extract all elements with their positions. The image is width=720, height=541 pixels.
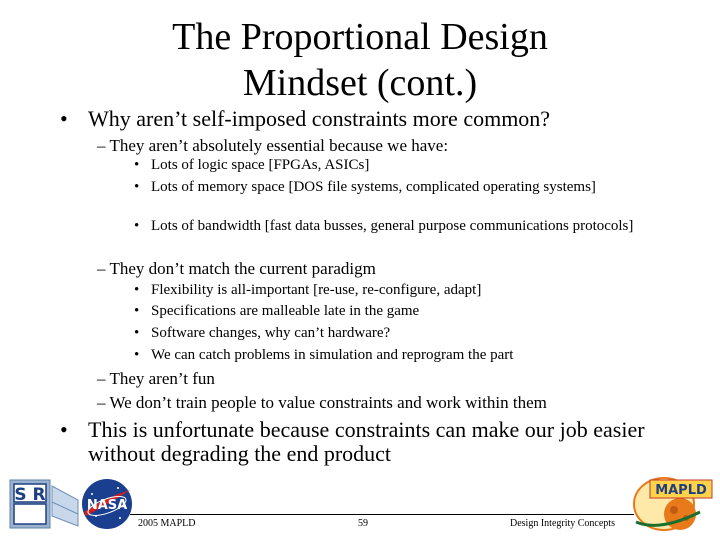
bullet-marker: • bbox=[134, 218, 140, 234]
bullet-text: Why aren’t self-imposed constraints more common? bbox=[88, 106, 551, 131]
mapld-logo bbox=[630, 474, 716, 536]
logo-letter-s: S R bbox=[14, 485, 46, 505]
list-item-text: Lots of bandwidth [fast data busses, general purpose communications protocols] bbox=[151, 218, 634, 234]
sub-bullet-text: We don’t train people to value constraints and work within them bbox=[109, 393, 547, 412]
list-item-text: We can catch problems in simulation and reprogram the part bbox=[151, 347, 514, 363]
sub-bullet-text: They aren’t absolutely essential because we have: bbox=[109, 136, 449, 155]
sub-bullet-text: They don’t match the current paradigm bbox=[109, 259, 376, 278]
list-item-text: Software changes, why can’t hardware? bbox=[151, 325, 391, 341]
sr-logo bbox=[8, 476, 80, 532]
sub-bullet-not-fun bbox=[97, 369, 215, 389]
dash-marker: – bbox=[97, 369, 106, 388]
footer-right: Design Integrity Concepts bbox=[510, 518, 615, 529]
list-item-text: Flexibility is all-important [re-use, re-configure, adapt] bbox=[151, 282, 482, 298]
title-line-2: Mindset (cont.) bbox=[242, 62, 478, 104]
bullet-marker: • bbox=[60, 106, 68, 131]
footer-page-number: 59 bbox=[358, 518, 368, 529]
list-item-text: Specifications are malleable late in the game bbox=[151, 303, 420, 319]
nasa-wordmark: NASA bbox=[86, 498, 128, 513]
sub-bullet-not-essential bbox=[97, 136, 448, 156]
list-item-text: Lots of memory space [DOS file systems, complicated operating systems] bbox=[151, 179, 596, 195]
bullet-marker: • bbox=[134, 157, 140, 173]
bullet-text: This is unfortunate because constraints can make our job easier without degrading the end product bbox=[88, 417, 645, 466]
sub-bullet-paradigm bbox=[97, 259, 376, 279]
bullet-marker: • bbox=[134, 347, 140, 363]
bullet-marker: • bbox=[134, 325, 140, 341]
bullet-marker: • bbox=[134, 282, 140, 298]
dash-marker: – bbox=[97, 136, 106, 155]
nasa-logo bbox=[80, 476, 134, 532]
footer-left: 2005 MAPLD bbox=[138, 518, 196, 529]
dash-marker: – bbox=[97, 393, 106, 412]
mapld-wordmark: MAPLD bbox=[655, 483, 707, 498]
bullet-marker: • bbox=[60, 417, 68, 442]
bullet-marker: • bbox=[134, 179, 140, 195]
bullet-marker: • bbox=[134, 303, 140, 319]
title-line-1: The Proportional Design bbox=[172, 16, 548, 58]
sub-bullet-text: They aren’t fun bbox=[109, 369, 215, 388]
dash-marker: – bbox=[97, 259, 106, 278]
slide-title bbox=[60, 14, 660, 106]
list-item-text: Lots of logic space [FPGAs, ASICs] bbox=[151, 157, 370, 173]
footer-divider bbox=[130, 514, 634, 515]
sub-bullet-training bbox=[97, 393, 547, 413]
